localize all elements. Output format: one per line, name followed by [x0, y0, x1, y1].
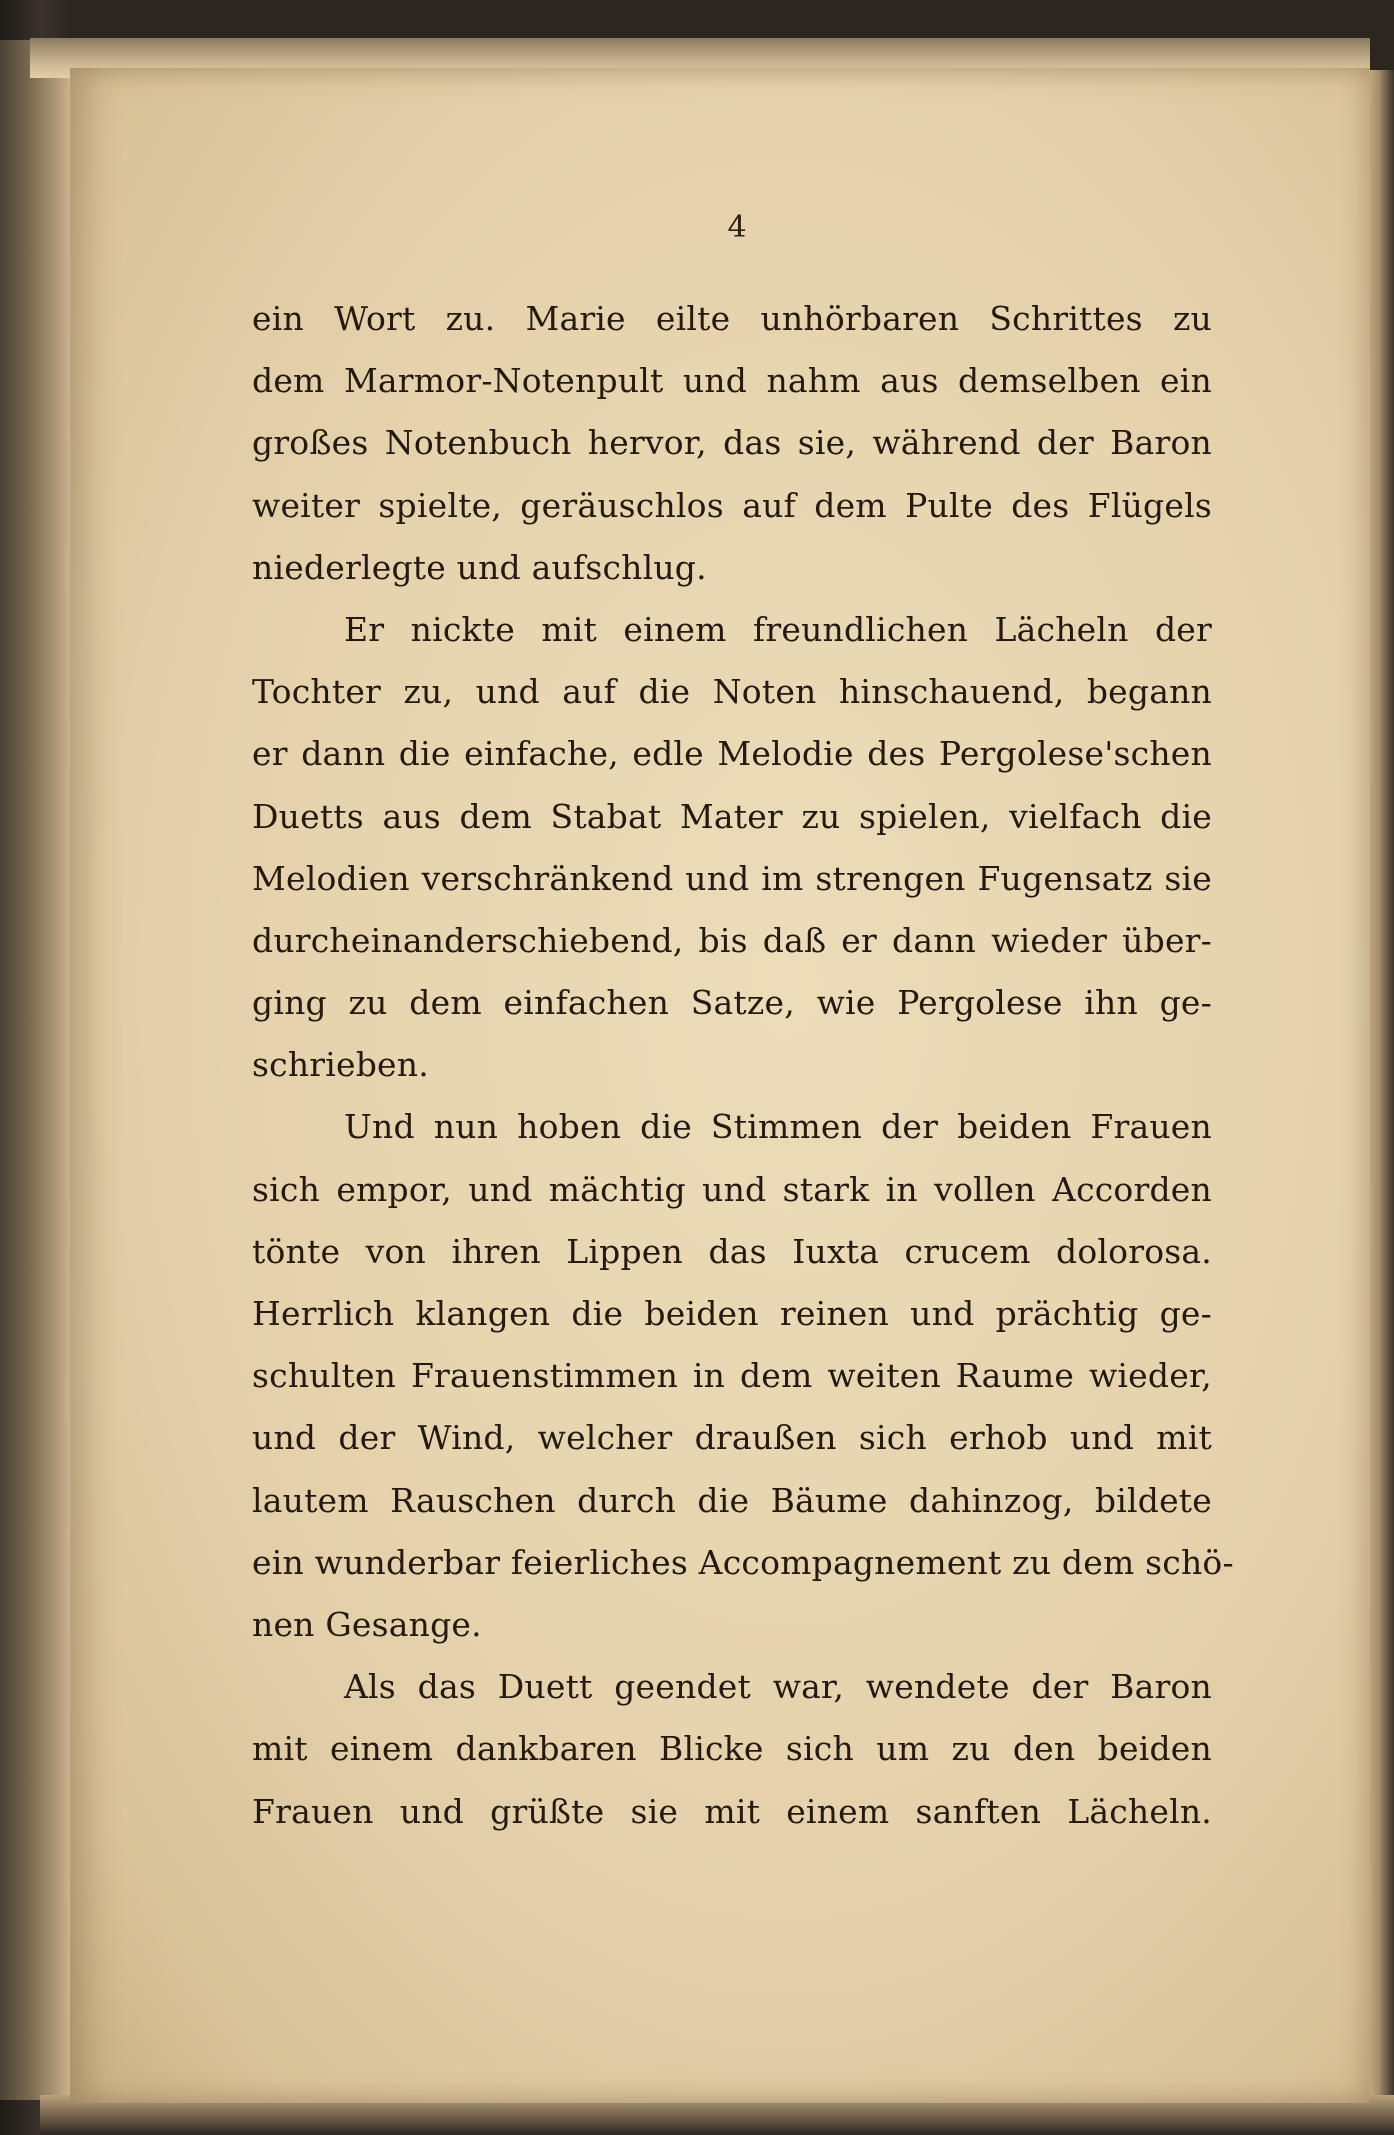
paragraph-1 [252, 288, 1212, 599]
text-line: dem Marmor-Notenpult und nahm aus demselben ein [252, 361, 1212, 401]
text-line: ein Wort zu. Marie eilte unhörbaren Schrittes zu [252, 299, 1212, 338]
text-line: und der Wind, welcher draußen sich erhob und mit [252, 1418, 1212, 1458]
text-line: Frauen und grüßte sie mit einem sanften Lächeln. [252, 1791, 1212, 1831]
text-line: Herrlich klangen die beiden reinen und prächtig ge- [252, 1294, 1212, 1333]
body-text [252, 288, 1234, 1843]
text-line: niederlegte und aufschlug. [252, 547, 707, 587]
text-line: Und nun hoben die Stimmen der beiden Frauen [344, 1107, 1212, 1147]
text-line: ging zu dem einfachen Satze, wie Pergolese ihn ge- [252, 983, 1212, 1023]
text-line: Melodien verschränkend und im strengen Fugensatz sie [252, 858, 1212, 898]
text-line: weiter spielte, geräuschlos auf dem Pulte des Flügels [252, 485, 1212, 525]
paragraph-3 [252, 1096, 1234, 1656]
text-line: Als das Duett geendet war, wendete der Baron [344, 1667, 1212, 1707]
page-number: 4 [727, 210, 747, 245]
paragraph-4 [252, 1656, 1212, 1843]
text-line: ein wunderbar feierliches Accompagnement zu dem schö- [252, 1542, 1234, 1582]
text-line: sich empor, und mächtig und stark in vollen Accorden [252, 1169, 1212, 1209]
text-line: Tochter zu, und auf die Noten hinschauend, begann [252, 672, 1212, 712]
text-line: Er nickte mit einem freundlichen Lächeln der [344, 609, 1212, 649]
text-line: schulten Frauenstimmen in dem weiten Raume wieder, [252, 1356, 1212, 1396]
text-line: schrieben. [252, 1045, 429, 1085]
text-line: nen Gesange. [252, 1604, 482, 1644]
text-line: großes Notenbuch hervor, das sie, während der Baron [252, 423, 1212, 463]
book-binding [0, 40, 75, 2100]
text-line: er dann die einfache, edle Melodie des Pergolese'schen [252, 734, 1212, 774]
text-line: mit einem dankbaren Blicke sich um zu den beiden [252, 1729, 1212, 1769]
text-line: lautem Rauschen durch die Bäume dahinzog, bildete [252, 1480, 1212, 1520]
text-line: Duetts aus dem Stabat Mater zu spielen, vielfach die [252, 796, 1212, 836]
paragraph-2 [252, 599, 1212, 1097]
text-line: durcheinanderschiebend, bis daß er dann wieder über- [252, 920, 1212, 960]
text-line: tönte von ihren Lippen das Iuxta crucem dolorosa. [252, 1231, 1212, 1271]
